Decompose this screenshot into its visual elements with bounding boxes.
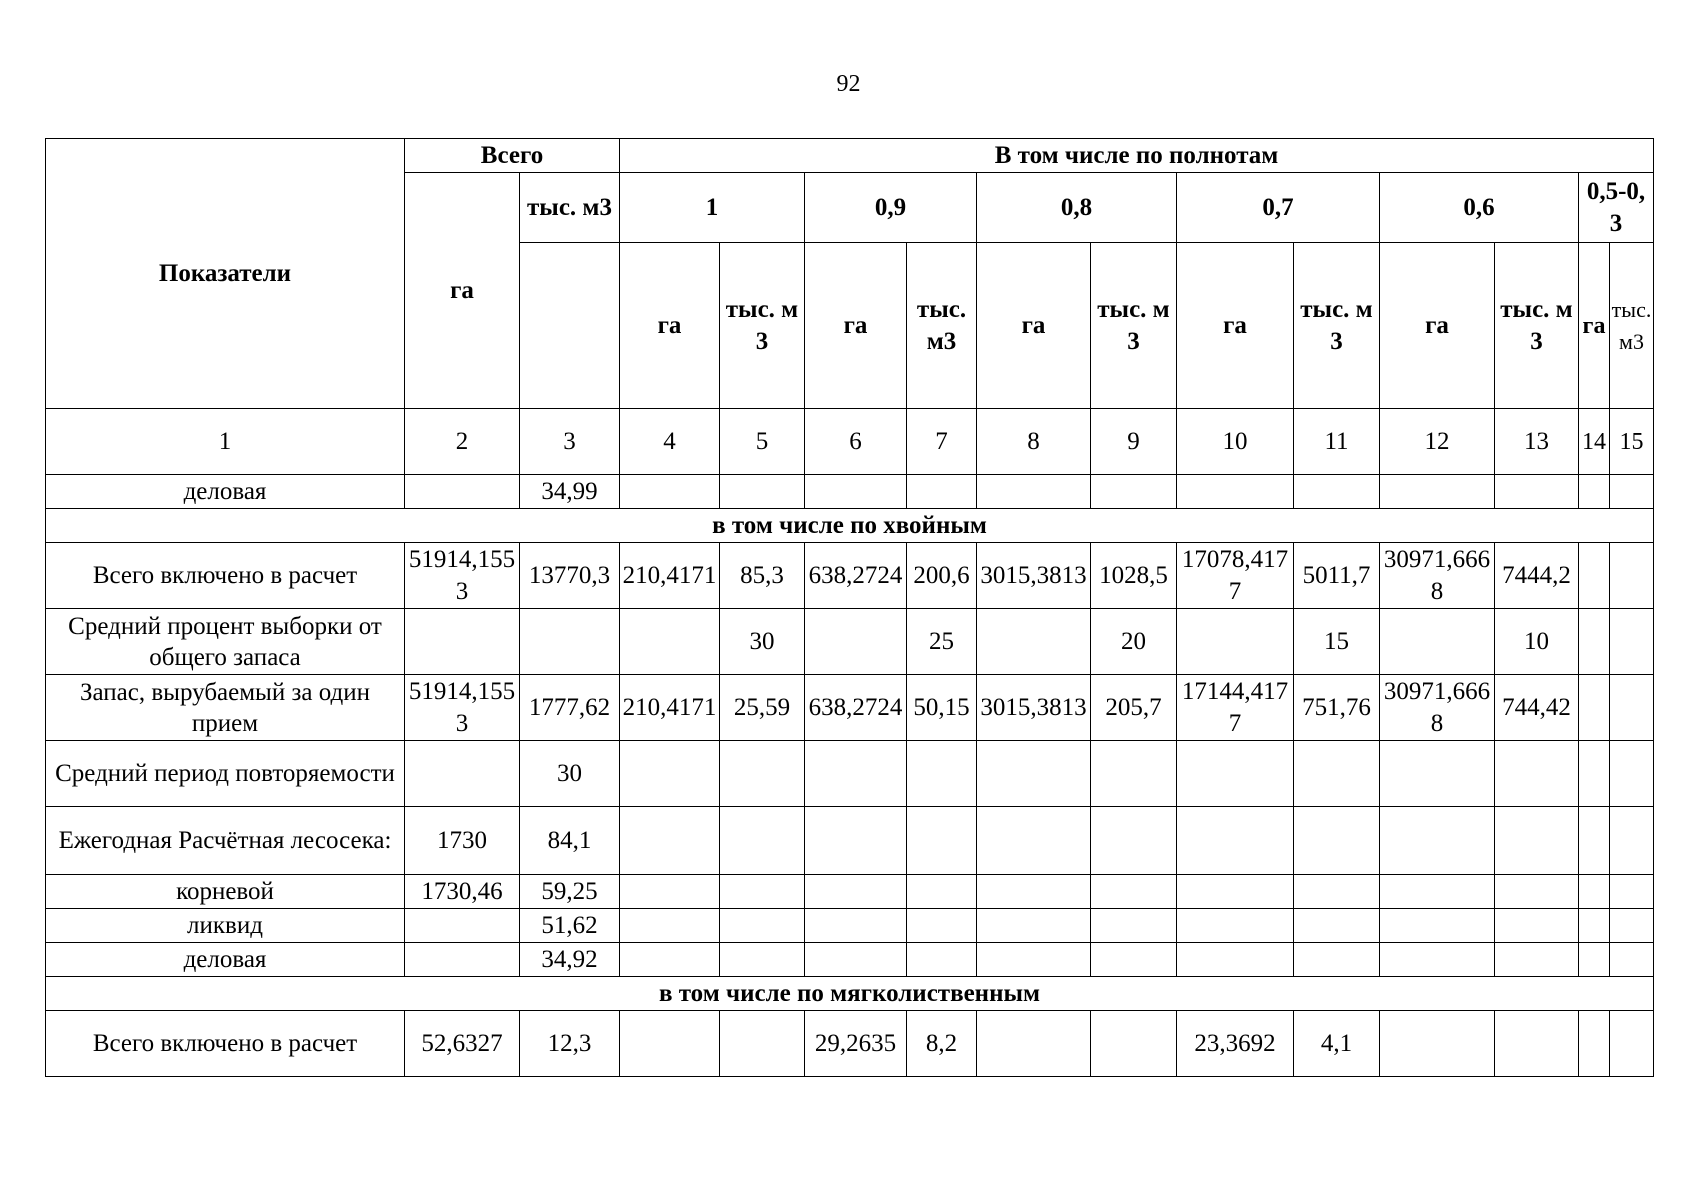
table-cell (620, 741, 720, 807)
header-density-0-7: 0,7 (1177, 173, 1380, 243)
table-cell (1579, 675, 1610, 741)
table-cell: 34,92 (520, 943, 620, 977)
table-cell (620, 875, 720, 909)
table-cell (1579, 543, 1610, 609)
section-conifer: в том числе по хвойным (46, 509, 1654, 543)
rows-softwood (46, 1011, 1654, 1077)
table-cell: 1028,5 (1091, 543, 1177, 609)
table-cell (907, 909, 977, 943)
table-cell (977, 475, 1091, 509)
table-cell: 17078,4177 (1177, 543, 1294, 609)
table-cell (1091, 909, 1177, 943)
table-cell (405, 943, 520, 977)
header-tm3-narrow: тыс. м3 (1610, 243, 1654, 409)
header-ha: га (805, 243, 907, 409)
table-cell (405, 609, 520, 675)
col-number: 11 (1294, 409, 1380, 475)
table-cell (405, 741, 520, 807)
table-cell (1579, 1011, 1610, 1077)
header-ha: га (977, 243, 1091, 409)
table-cell (805, 909, 907, 943)
table-cell (620, 943, 720, 977)
table-cell (1294, 741, 1380, 807)
table-cell: 15 (1294, 609, 1380, 675)
table-cell (1380, 1011, 1495, 1077)
col-number: 15 (1610, 409, 1654, 475)
col-number: 5 (720, 409, 805, 475)
header-tm3: тыс. м3 (720, 243, 805, 409)
table-cell (520, 609, 620, 675)
table-cell: 1777,62 (520, 675, 620, 741)
table-cell: 7444,2 (1495, 543, 1579, 609)
header-total-ha: га (405, 173, 520, 409)
col-number: 4 (620, 409, 720, 475)
table-cell (1610, 675, 1654, 741)
table-cell (720, 943, 805, 977)
table-cell (620, 807, 720, 875)
forest-report-table (45, 138, 1654, 1077)
table-cell (805, 475, 907, 509)
row-label: Всего включено в расчет (46, 543, 405, 609)
table-cell (720, 875, 805, 909)
table-cell: 20 (1091, 609, 1177, 675)
col-number: 3 (520, 409, 620, 475)
table-cell (1091, 875, 1177, 909)
header-density-0-9: 0,9 (805, 173, 977, 243)
table-cell (1610, 543, 1654, 609)
table-cell (405, 909, 520, 943)
header-total-tm3: тыс. м3 (520, 173, 620, 243)
table-cell: 51,62 (520, 909, 620, 943)
table-cell (805, 807, 907, 875)
header-by-density: В том числе по полнотам (620, 139, 1654, 173)
row-label: ликвид (46, 909, 405, 943)
table-cell (1380, 875, 1495, 909)
table-cell (1610, 875, 1654, 909)
table-cell: 34,99 (520, 475, 620, 509)
table-row (46, 1011, 1654, 1077)
table-cell: 5011,7 (1294, 543, 1380, 609)
table-cell (620, 909, 720, 943)
header-tm3: тыс. м3 (1091, 243, 1177, 409)
table-cell: 638,2724 (805, 543, 907, 609)
header-tm3: тыс. м3 (1294, 243, 1380, 409)
page-number: 92 (836, 71, 861, 97)
table-cell: 751,76 (1294, 675, 1380, 741)
table-cell (405, 475, 520, 509)
table-cell: 4,1 (1294, 1011, 1380, 1077)
table-cell (1579, 943, 1610, 977)
table-cell (1610, 475, 1654, 509)
table-cell: 30 (720, 609, 805, 675)
table-cell (1091, 475, 1177, 509)
table-cell (977, 909, 1091, 943)
table-cell (1294, 943, 1380, 977)
row-label: Всего включено в расчет (46, 1011, 405, 1077)
col-number: 8 (977, 409, 1091, 475)
table-cell (1610, 741, 1654, 807)
table-cell (1579, 807, 1610, 875)
table-cell: 210,4171 (620, 543, 720, 609)
table-cell (720, 475, 805, 509)
table-cell (1177, 807, 1294, 875)
table-cell (1177, 875, 1294, 909)
table-cell (805, 943, 907, 977)
table-cell (720, 909, 805, 943)
table-cell: 205,7 (1091, 675, 1177, 741)
table-cell (907, 741, 977, 807)
header-indicators: Показатели (46, 139, 405, 409)
table-row (46, 675, 1654, 741)
table-cell: 638,2724 (805, 675, 907, 741)
table-cell (1177, 909, 1294, 943)
table-cell (620, 475, 720, 509)
table-cell (1495, 875, 1579, 909)
column-number-row (46, 409, 1654, 475)
table-cell (1091, 1011, 1177, 1077)
col-number: 1 (46, 409, 405, 475)
header-tm3: тыс. м3 (907, 243, 977, 409)
table-cell (1610, 943, 1654, 977)
table-row (46, 909, 1654, 943)
row-label: Средний период повторяемости (46, 741, 405, 807)
table-cell (720, 741, 805, 807)
header-tm3: тыс. м3 (1495, 243, 1579, 409)
header-density-1: 1 (620, 173, 805, 243)
table-cell (907, 807, 977, 875)
table-cell (720, 807, 805, 875)
table-cell: 1730 (405, 807, 520, 875)
table-cell: 25 (907, 609, 977, 675)
table-cell: 12,3 (520, 1011, 620, 1077)
table-cell: 1730,46 (405, 875, 520, 909)
col-number: 12 (1380, 409, 1495, 475)
table-cell (1495, 807, 1579, 875)
table-cell (1294, 909, 1380, 943)
table-cell (1495, 475, 1579, 509)
table-cell (977, 1011, 1091, 1077)
table-row (46, 741, 1654, 807)
table-cell (1610, 807, 1654, 875)
table-cell (1579, 909, 1610, 943)
table-cell (907, 475, 977, 509)
table-cell: 10 (1495, 609, 1579, 675)
table-cell (1294, 475, 1380, 509)
table-cell: 23,3692 (1177, 1011, 1294, 1077)
table-cell: 51914,1553 (405, 675, 520, 741)
table-cell: 3015,3813 (977, 543, 1091, 609)
col-number: 10 (1177, 409, 1294, 475)
table-cell (1579, 741, 1610, 807)
rows-top (46, 475, 1654, 509)
table-cell (1495, 943, 1579, 977)
section-softwood: в том числе по мягколиственным (46, 977, 1654, 1011)
table-cell: 85,3 (720, 543, 805, 609)
table-cell (1091, 807, 1177, 875)
table-cell (1495, 1011, 1579, 1077)
table-row (46, 807, 1654, 875)
table-cell: 30971,6668 (1380, 543, 1495, 609)
table-cell (805, 741, 907, 807)
row-label: деловая (46, 943, 405, 977)
header-total-tm3-blank (520, 243, 620, 409)
header-ha: га (620, 243, 720, 409)
table-cell (1380, 609, 1495, 675)
table-cell (1610, 1011, 1654, 1077)
table-cell (1610, 909, 1654, 943)
table-cell: 29,2635 (805, 1011, 907, 1077)
table-cell: 30971,6668 (1380, 675, 1495, 741)
table-cell (720, 1011, 805, 1077)
row-label: Средний процент выборки от общего запаса (46, 609, 405, 675)
table-cell: 25,59 (720, 675, 805, 741)
table-cell (1177, 609, 1294, 675)
table-cell: 744,42 (1495, 675, 1579, 741)
header-density-0-8: 0,8 (977, 173, 1177, 243)
header-total: Всего (405, 139, 620, 173)
table-cell (805, 875, 907, 909)
header-ha: га (1177, 243, 1294, 409)
table-row (46, 543, 1654, 609)
header-density-0-6: 0,6 (1380, 173, 1579, 243)
table-cell (1579, 875, 1610, 909)
table-row (46, 609, 1654, 675)
table-cell (1380, 741, 1495, 807)
table-row (46, 475, 1654, 509)
table-cell (1091, 943, 1177, 977)
header-density-0-5-0-3: 0,5-0,3 (1579, 173, 1654, 243)
table-cell (1177, 943, 1294, 977)
table-cell: 30 (520, 741, 620, 807)
header-ha-narrow: га (1579, 243, 1610, 409)
table-cell (1380, 475, 1495, 509)
row-label: Ежегодная Расчётная лесосека: (46, 807, 405, 875)
table-cell (1380, 909, 1495, 943)
table-cell (1495, 909, 1579, 943)
col-number: 13 (1495, 409, 1579, 475)
table-cell (977, 807, 1091, 875)
table-cell: 17144,4177 (1177, 675, 1294, 741)
table-cell (977, 741, 1091, 807)
table-cell (1579, 609, 1610, 675)
col-number: 9 (1091, 409, 1177, 475)
table-cell: 3015,3813 (977, 675, 1091, 741)
table-cell (1294, 875, 1380, 909)
col-number: 2 (405, 409, 520, 475)
table-cell (620, 609, 720, 675)
header-ha: га (1380, 243, 1495, 409)
table-cell (977, 609, 1091, 675)
table-cell: 210,4171 (620, 675, 720, 741)
col-number: 7 (907, 409, 977, 475)
table-cell: 59,25 (520, 875, 620, 909)
table-cell: 52,6327 (405, 1011, 520, 1077)
table-cell (977, 943, 1091, 977)
table-cell (620, 1011, 720, 1077)
col-number: 6 (805, 409, 907, 475)
table-cell: 200,6 (907, 543, 977, 609)
table-cell: 13770,3 (520, 543, 620, 609)
table-cell (1177, 741, 1294, 807)
table-cell (1177, 475, 1294, 509)
row-label: Запас, вырубаемый за один прием (46, 675, 405, 741)
table-cell (1610, 609, 1654, 675)
table-cell: 51914,1553 (405, 543, 520, 609)
rows-conifer (46, 543, 1654, 977)
table-cell (907, 875, 977, 909)
table-cell (805, 609, 907, 675)
table-cell (1380, 943, 1495, 977)
table-cell (1579, 475, 1610, 509)
table-row (46, 875, 1654, 909)
table-cell (1091, 741, 1177, 807)
row-label: деловая (46, 475, 405, 509)
table-cell: 84,1 (520, 807, 620, 875)
row-label: корневой (46, 875, 405, 909)
table-cell (1294, 807, 1380, 875)
table-cell (907, 943, 977, 977)
table-cell (977, 875, 1091, 909)
table-cell: 50,15 (907, 675, 977, 741)
table-row (46, 943, 1654, 977)
table-cell: 8,2 (907, 1011, 977, 1077)
table-cell (1495, 741, 1579, 807)
table-cell (1380, 807, 1495, 875)
col-number: 14 (1579, 409, 1610, 475)
